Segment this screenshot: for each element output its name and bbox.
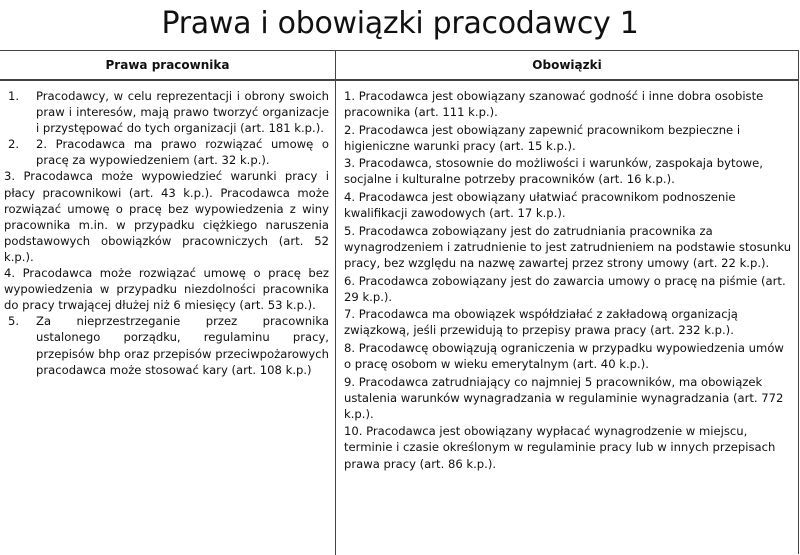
rights-item [4, 313, 329, 377]
duties-item: 8. Pracodawcę obowiązują ograniczenia w przypadku wypowiedzenia umów o pracę osobom w wieku emerytalnym (art. 40 k.p.). [344, 340, 784, 371]
rights-item [4, 168, 329, 265]
duties-item: 5. Pracodawca zobowiązany jest do zatrudniania pracownika za wynagrodzeniem i zatrudnienie to jest zatrudnieniem na podstawie stosunku pracy, bez względu na nazwę zawartej przez strony umowy (art. 22 k.p.). [344, 223, 792, 270]
duties-item: 1. Pracodawca jest obowiązany szanować godność i inne dobra osobiste pracownika (art. 111 k.p.). [344, 89, 764, 120]
header-duties: Obowiązki [532, 58, 602, 72]
rights-item-text: 2. Pracodawca ma prawo rozwiązać umowę o pracę za wypowiedzeniem (art. 32 k.p.). [36, 137, 329, 168]
rights-duties-table [0, 50, 799, 554]
duties-column [344, 88, 792, 473]
slide-title: Prawa i obowiązki pracodawcy 1 [161, 6, 639, 41]
duties-item: 2. Pracodawca jest obowiązany zapewnić pracownikom bezpieczne i higieniczne warunki pracy (art. 15 k.p.). [344, 122, 741, 153]
rights-item-text: Za nieprzestrzeganie przez pracownika ustalonego porządku, regulaminu pracy, przepisów bhp oraz przepisów przeciwpożarowych pracodawca może stosować kary (art. 108 k.p.) [36, 314, 329, 377]
rights-item-number: 2. [8, 137, 20, 152]
duties-item: 4. Pracodawca jest obowiązany ułatwiać pracownikom podnoszenie kwalifikacji zawodowych (art. 17 k.p.). [344, 190, 736, 221]
rights-item [4, 265, 329, 313]
column-divider [335, 51, 336, 555]
duties-item: 6. Pracodawca zobowiązany jest do zawarcia umowy o pracę na piśmie (art. 29 k.p.). [344, 273, 786, 304]
rights-item [4, 136, 329, 168]
rights-item-number: 5. [8, 314, 20, 329]
duties-item: 10. Pracodawca jest obowiązany wypłacać wynagrodzenie w miejscu, terminie i czasie określonym w regulaminie pracy lub w innych przepisach prawa pracy (art. 86 k.p.). [344, 424, 776, 471]
rights-item [4, 88, 329, 136]
rights-item-number: 1. [8, 89, 20, 103]
rights-item-text: Pracodawcy, w celu reprezentacji i obrony swoich praw i interesów, mają prawo tworzyć organizacje i przystępować do tych organizacji (art. 181 k.p.). [36, 89, 329, 136]
duties-item: 7. Pracodawca ma obowiązek współdziałać z zakładową organizacją związkową, jeśli przewidują to przepisy prawa pracy (art. 232 k.p.). [344, 307, 738, 338]
rights-item-text: 4. Pracodawca może rozwiązać umowę o pracę bez wypowiedzenia w przypadku niezdolności pracownika do pracy trwającej dłużej niż 6 miesięcy (art. 53 k.p.). [4, 266, 329, 313]
table-header-row [0, 51, 798, 81]
duties-item: 9. Pracodawca zatrudniający co najmniej 5 pracowników, ma obowiązek ustalenia warunków wynagradzania w regulaminie wynagradzania (art. 772 k.p.). [344, 374, 784, 421]
duties-item: 3. Pracodawca, stosownie do możliwości i warunków, zaspokaja bytowe, socjalne i kulturalne potrzeby pracowników (art. 16 k.p.). [344, 156, 763, 187]
rights-item-text: 3. Pracodawca może wypowiedzieć warunki pracy i płacy pracownikowi (art. 43 k.p.). Pracodawca może rozwiązać umowę o pracę bez wypowiedzenia z winy pracownika m.in. w przypadku ciężkiego naruszenia podstawowych obowiązków pracowniczych (art. 52 k.p.). [4, 169, 329, 264]
header-rights: Prawa pracownika [105, 58, 230, 72]
rights-column [4, 88, 329, 378]
